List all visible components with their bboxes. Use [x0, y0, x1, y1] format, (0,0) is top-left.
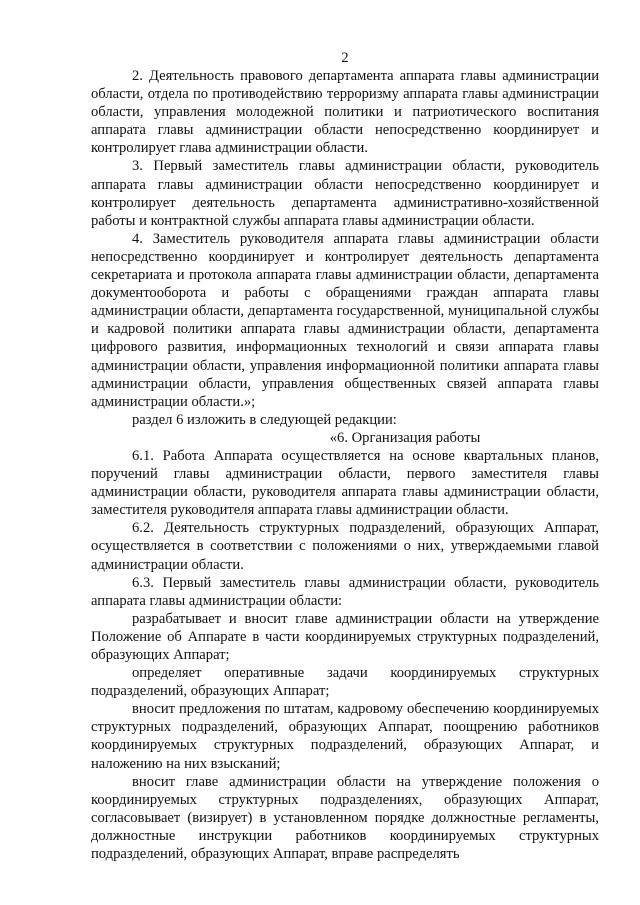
section-6-heading: «6. Организация работы: [329, 429, 481, 446]
margin-stamp-mark: [2, 458, 8, 538]
paragraph-6-3-proposes: вносит предложения по штатам, кадровому обеспечению координируемых структурных подразделений, образующих Аппарат, поощрению работников координируемых структурных подразделений, образующих Аппарат, и наложению на них взысканий;: [91, 701, 599, 772]
paragraph-6-3-defines: определяет оперативные задачи координируемых структурных подразделений, образующих Аппарат;: [91, 665, 599, 700]
paragraph-6-3-submits: вносит главе администрации области на утверждение положения о координируемых структурных подразделениях, образующих Аппарат, согласовывает (визирует) в установленном порядке должностные регламенты, должностные инструкции работников координируемых структурных подразделений, образующих Аппарат, вправе распределять: [91, 773, 599, 863]
page-number: 2: [341, 50, 349, 66]
paragraph-6-3-develops: разрабатывает и вносит главе администрации области на утверждение Положение об Аппарате в части координируемых структурных подразделений, образующих Аппарат;: [91, 610, 599, 663]
section-6-intro: раздел 6 изложить в следующей редакции:: [132, 411, 397, 428]
paragraph-item-4: 4. Заместитель руководителя аппарата главы администрации области непосредственно координирует и контролирует деятельность департамента секретариата и протокола аппарата главы администрации области, департамента документооборота и работы с обращениями граждан аппарата главы администрации области, департамента государственной, муниципальной службы и кадровой политики аппарата главы администрации области, департамента цифрового развития, информационных технологий и связи аппарата главы администрации области, управления информационной политики аппарата главы администрации области, управления общественных связей аппарата главы администрации области.»;: [91, 230, 599, 410]
paragraph-6-1: 6.1. Работа Аппарата осуществляется на основе квартальных планов, поручений главы администрации области, первого заместителя главы администрации области, руководителя аппарата главы администрации области, заместителя руководителя аппарата главы администрации области.: [91, 447, 599, 519]
paragraph-6-2: 6.2. Деятельность структурных подразделений, образующих Аппарат, осуществляется в соответствии с положениями о них, утверждаемыми главой администрации области.: [91, 520, 599, 573]
paragraph-6-3: 6.3. Первый заместитель главы администрации области, руководитель аппарата главы администрации области:: [91, 574, 599, 609]
paragraph-item-2: 2. Деятельность правового департамента аппарата главы администрации области, отдела по противодействию терроризму аппарата главы администрации области, управления молодежной политики и патриотического воспитания аппарата главы администрации области непосредственно координирует и контролирует глава администрации области.: [91, 68, 599, 157]
paragraph-item-3: 3. Первый заместитель главы администрации области, руководитель аппарата главы администрации области непосредственно координирует и контролирует деятельность департамента административно-хозяйственной работы и контрактной службы аппарата главы администрации области.: [91, 158, 599, 229]
document-body: [91, 67, 599, 863]
